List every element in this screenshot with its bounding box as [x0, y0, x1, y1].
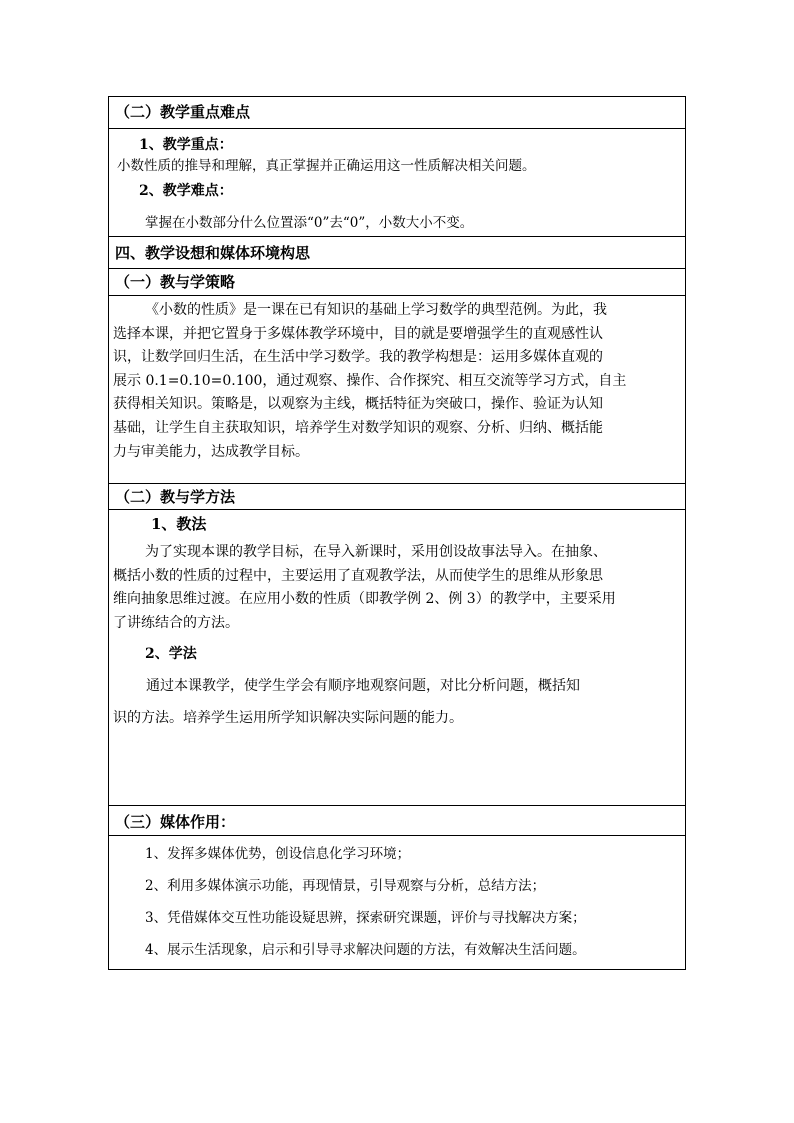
focus-content-cell	[109, 128, 685, 236]
learning-method-line: 通过本课教学，使学生学会有顺序地观察问题，对比分析问题，概括知	[146, 678, 580, 694]
strategy-line: 识，让数学回归生活，在生活中学习数学。我的教学构想是：运用多媒体直观的	[113, 349, 603, 366]
strategy-line: 力与审美能力，达成教学目标。	[113, 443, 309, 460]
section-heading-focus: （二）教学重点难点	[115, 103, 251, 121]
section-heading-4: 四、教学设想和媒体环境构思	[109, 236, 685, 268]
media-item: 3、凭借媒体交互性功能设疑思辨，探索研究课题，评价与寻找解决方案；	[145, 910, 586, 926]
section-heading-method: （二）教与学方法	[109, 483, 685, 509]
teaching-method-line: 维向抽象思维过渡。在应用小数的性质（即教学例 2、例 3）的教学中，主要采用	[113, 591, 616, 608]
document-table	[108, 96, 686, 970]
teaching-method-line: 概括小数的性质的过程中，主要运用了直观教学法，从而使学生的思维从形象思	[113, 567, 603, 584]
teaching-method-line: 了讲练结合的方法。	[113, 614, 239, 631]
learning-method-label: 2、学法	[145, 646, 197, 662]
difficulty-label: 2、教学难点：	[139, 183, 233, 199]
strategy-paragraph	[113, 299, 681, 464]
media-item: 4、展示生活现象，启示和引导寻求解决问题的方法，有效解决生活问题。	[145, 942, 586, 958]
strategy-line: 获得相关知识。策略是，以观察为主线，概括特征为突破口，操作、验证为认知	[113, 396, 603, 413]
teaching-method-label: 1、教法	[151, 515, 207, 533]
section-heading-media: （三）媒体作用：	[109, 805, 685, 835]
strategy-content-cell	[109, 295, 685, 483]
media-item: 2、利用多媒体演示功能，再现情景，引导观察与分析，总结方法；	[145, 878, 546, 894]
teaching-method-paragraph	[113, 541, 681, 635]
media-item: 1、发挥多媒体优势，创设信息化学习环境；	[145, 846, 411, 862]
section-heading-strategy: （一）教与学策略	[109, 268, 685, 295]
key-point-label: 1、教学重点：	[139, 137, 233, 153]
method-content-cell	[109, 509, 685, 805]
strategy-line: 基础，让学生自主获取知识，培养学生对数学知识的观察、分析、归纳、概括能	[113, 419, 603, 436]
learning-method-line: 识的方法。培养学生运用所学知识解决实际问题的能力。	[113, 710, 463, 726]
strategy-line: 展示 0.1=0.10=0.100，通过观察、操作、合作探究、相互交流等学习方式，自主	[113, 372, 627, 389]
teaching-method-line: 为了实现本课的教学目标，在导入新课时，采用创设故事法导入。在抽象、	[145, 544, 607, 560]
strategy-line: 《小数的性质》是一课在已有知识的基础上学习数学的典型范例。为此，我	[145, 302, 607, 318]
difficulty-text: 掌握在小数部分什么位置添“0”去“0”，小数大小不变。	[145, 215, 474, 231]
media-content-cell	[109, 835, 685, 969]
strategy-line: 选择本课，并把它置身于多媒体教学环境中，目的就是要增强学生的直观感性认	[113, 325, 603, 342]
key-point-text: 小数性质的推导和理解，真正掌握并正确运用这一性质解决相关问题。	[117, 158, 536, 174]
